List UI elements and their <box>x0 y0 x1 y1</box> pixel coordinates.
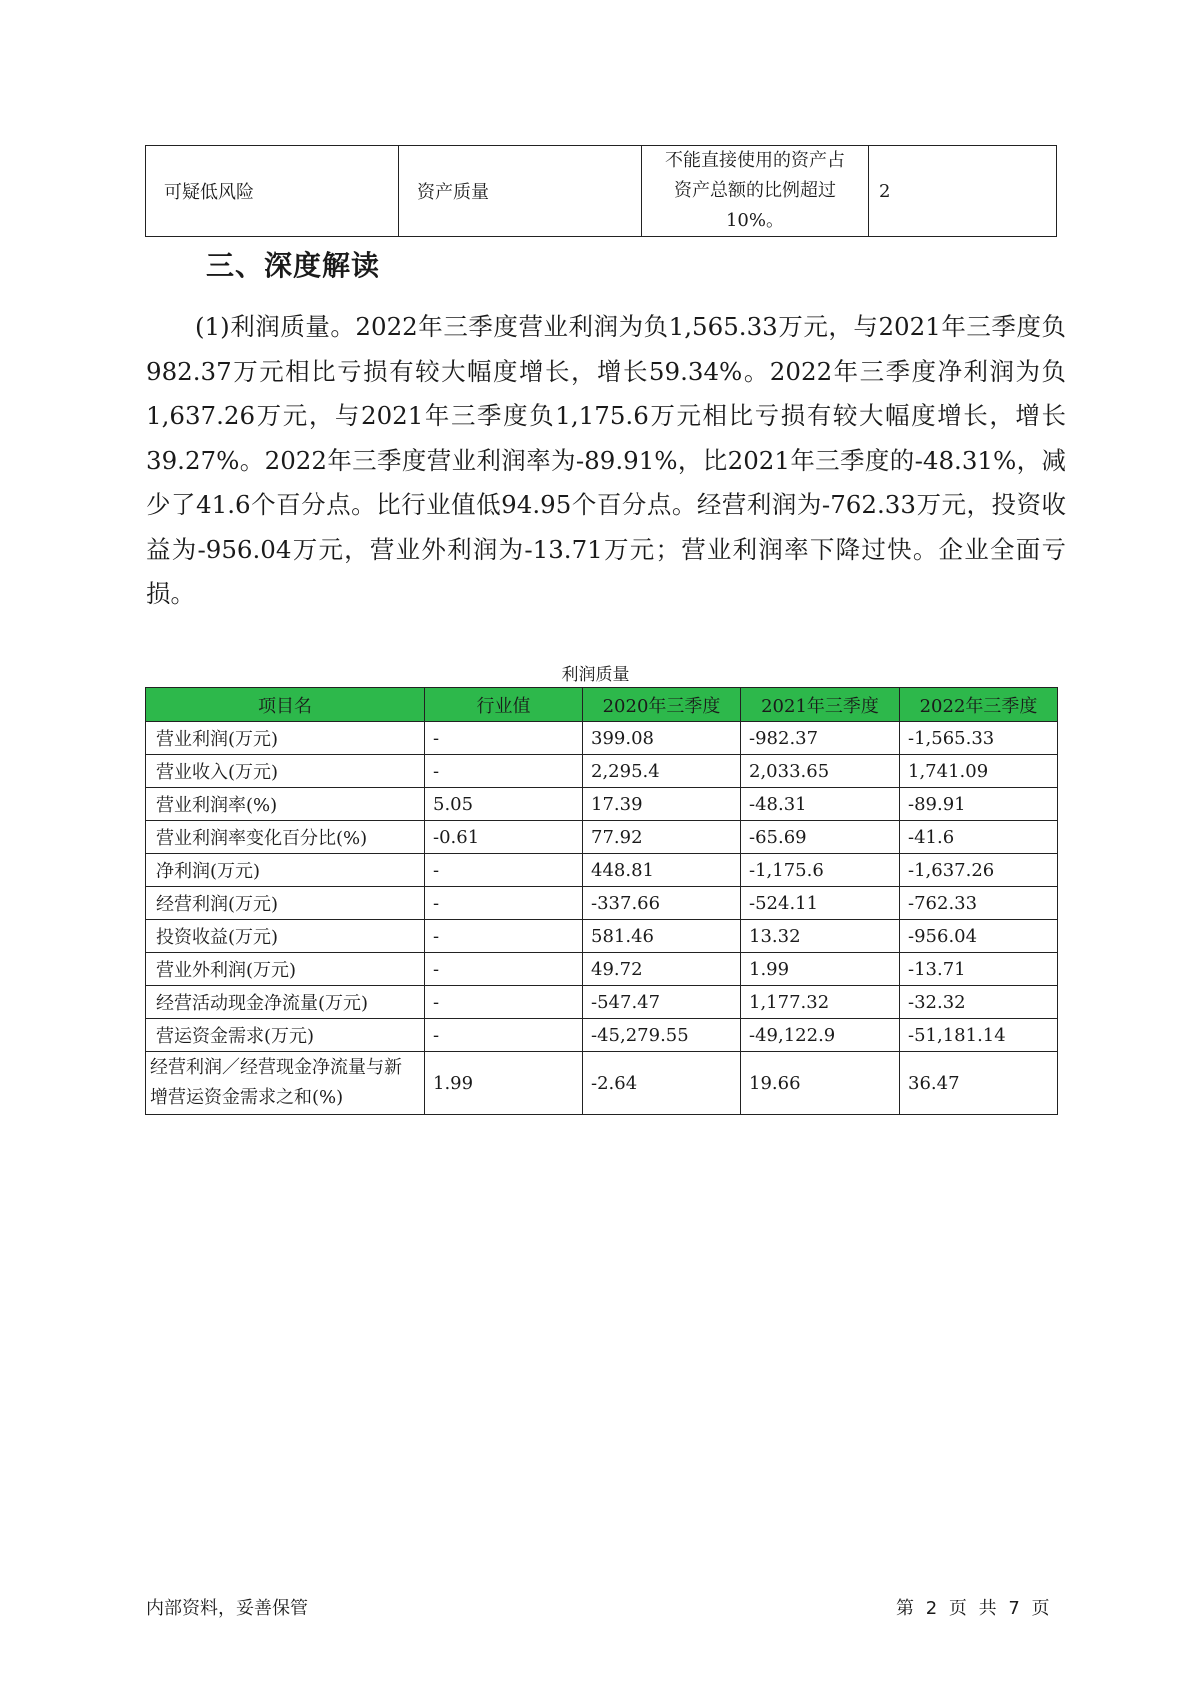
risk-category-cell: 资产质量 <box>399 146 642 237</box>
value-2021-q3-cell: 19.66 <box>741 1052 900 1115</box>
value-2022-q3-cell: -13.71 <box>900 953 1058 986</box>
table-row <box>146 146 1057 237</box>
header-2022-q3: 2022年三季度 <box>900 688 1058 722</box>
value-2020-q3-cell: 448.81 <box>583 854 741 887</box>
value-2021-q3-cell: -1,175.6 <box>741 854 900 887</box>
table-row <box>146 788 1058 821</box>
industry-value-cell: - <box>425 953 583 986</box>
value-2020-q3-cell: -2.64 <box>583 1052 741 1115</box>
value-2022-q3-cell: -89.91 <box>900 788 1058 821</box>
value-2021-q3-cell: 1.99 <box>741 953 900 986</box>
industry-value-cell: - <box>425 986 583 1019</box>
table-row <box>146 986 1058 1019</box>
industry-value-cell: - <box>425 722 583 755</box>
item-name-cell: 净利润(万元) <box>146 854 425 887</box>
item-name-cell: 营业利润率变化百分比(%) <box>146 821 425 854</box>
industry-value-cell: - <box>425 887 583 920</box>
value-2022-q3-cell: -32.32 <box>900 986 1058 1019</box>
value-2020-q3-cell: -45,279.55 <box>583 1019 741 1052</box>
table-row <box>146 854 1058 887</box>
value-2022-q3-cell: -1,565.33 <box>900 722 1058 755</box>
industry-value-cell: - <box>425 755 583 788</box>
header-2021-q3: 2021年三季度 <box>741 688 900 722</box>
value-2021-q3-cell: 2,033.65 <box>741 755 900 788</box>
table-row <box>146 821 1058 854</box>
item-name-cell: 经营利润(万元) <box>146 887 425 920</box>
industry-value-cell: - <box>425 1019 583 1052</box>
value-2020-q3-cell: -547.47 <box>583 986 741 1019</box>
value-2022-q3-cell: -956.04 <box>900 920 1058 953</box>
table-row <box>146 887 1058 920</box>
item-name-cell: 经营活动现金净流量(万元) <box>146 986 425 1019</box>
value-2021-q3-cell: -49,122.9 <box>741 1019 900 1052</box>
table-row <box>146 1019 1058 1052</box>
item-name-cell: 投资收益(万元) <box>146 920 425 953</box>
table-header-row <box>146 688 1058 722</box>
industry-value-cell: 5.05 <box>425 788 583 821</box>
table-row <box>146 755 1058 788</box>
value-2020-q3-cell: 2,295.4 <box>583 755 741 788</box>
industry-value-cell: - <box>425 854 583 887</box>
table-row <box>146 722 1058 755</box>
value-2022-q3-cell: 36.47 <box>900 1052 1058 1115</box>
header-2020-q3: 2020年三季度 <box>583 688 741 722</box>
value-2021-q3-cell: 1,177.32 <box>741 986 900 1019</box>
risk-description-line2: 资产总额的比例超过10%。 <box>674 180 836 231</box>
risk-value-cell: 2 <box>869 146 1057 237</box>
item-name-cell: 营业利润率(%) <box>146 788 425 821</box>
header-industry-value: 行业值 <box>425 688 583 722</box>
value-2020-q3-cell: 17.39 <box>583 788 741 821</box>
profit-quality-paragraph: (1)利润质量。2022年三季度营业利润为负1,565.33万元，与2021年三季度负982.37万元相比亏损有较大幅度增长，增长59.34%。2022年三季度净利润为负1,637.26万元，与2021年三季度负1,175.6万元相比亏损有较大幅度增长，增长39.27%。2022年三季度营业利润率为-89.91%，比2021年三季度的-48.31%，减少了41.6个百分点。比行业值低94.95个百分点。经营利润为-762.33万元，投资收益为-956.04万元，营业外利润为-13.71万元；营业利润率下降过快。企业全面亏损。 <box>146 312 1066 608</box>
value-2020-q3-cell: 77.92 <box>583 821 741 854</box>
industry-value-cell: - <box>425 920 583 953</box>
item-name-cell: 营业外利润(万元) <box>146 953 425 986</box>
value-2022-q3-cell: -762.33 <box>900 887 1058 920</box>
industry-value-cell: -0.61 <box>425 821 583 854</box>
industry-value-cell: 1.99 <box>425 1052 583 1115</box>
value-2020-q3-cell: 399.08 <box>583 722 741 755</box>
item-name-cell: 营运资金需求(万元) <box>146 1019 425 1052</box>
value-2022-q3-cell: -51,181.14 <box>900 1019 1058 1052</box>
section-title: 三、深度解读 <box>206 249 381 282</box>
header-item-name: 项目名 <box>146 688 425 722</box>
risk-table <box>145 145 1057 237</box>
value-2020-q3-cell: 49.72 <box>583 953 741 986</box>
footer-confidential-note: 内部资料，妥善保管 <box>146 1598 308 1619</box>
item-name-cell: 营业利润(万元) <box>146 722 425 755</box>
footer-page-number: 第 2 页 共 7 页 <box>896 1598 1050 1619</box>
table-caption: 利润质量 <box>561 665 630 685</box>
item-name-cell: 营业收入(万元) <box>146 755 425 788</box>
table-row <box>146 953 1058 986</box>
value-2022-q3-cell: -41.6 <box>900 821 1058 854</box>
profit-quality-table <box>145 687 1058 1115</box>
value-2022-q3-cell: -1,637.26 <box>900 854 1058 887</box>
value-2020-q3-cell: -337.66 <box>583 887 741 920</box>
item-name-cell: 经营利润／经营现金净流量与新增营运资金需求之和(%) <box>146 1052 425 1115</box>
value-2021-q3-cell: -524.11 <box>741 887 900 920</box>
table-row <box>146 1052 1058 1115</box>
value-2021-q3-cell: -48.31 <box>741 788 900 821</box>
value-2021-q3-cell: -982.37 <box>741 722 900 755</box>
value-2020-q3-cell: 581.46 <box>583 920 741 953</box>
table-row <box>146 920 1058 953</box>
risk-level-cell: 可疑低风险 <box>146 146 399 237</box>
value-2021-q3-cell: 13.32 <box>741 920 900 953</box>
risk-description-cell <box>642 146 869 237</box>
value-2021-q3-cell: -65.69 <box>741 821 900 854</box>
risk-description-line1: 不能直接使用的资产占 <box>665 150 845 171</box>
value-2022-q3-cell: 1,741.09 <box>900 755 1058 788</box>
